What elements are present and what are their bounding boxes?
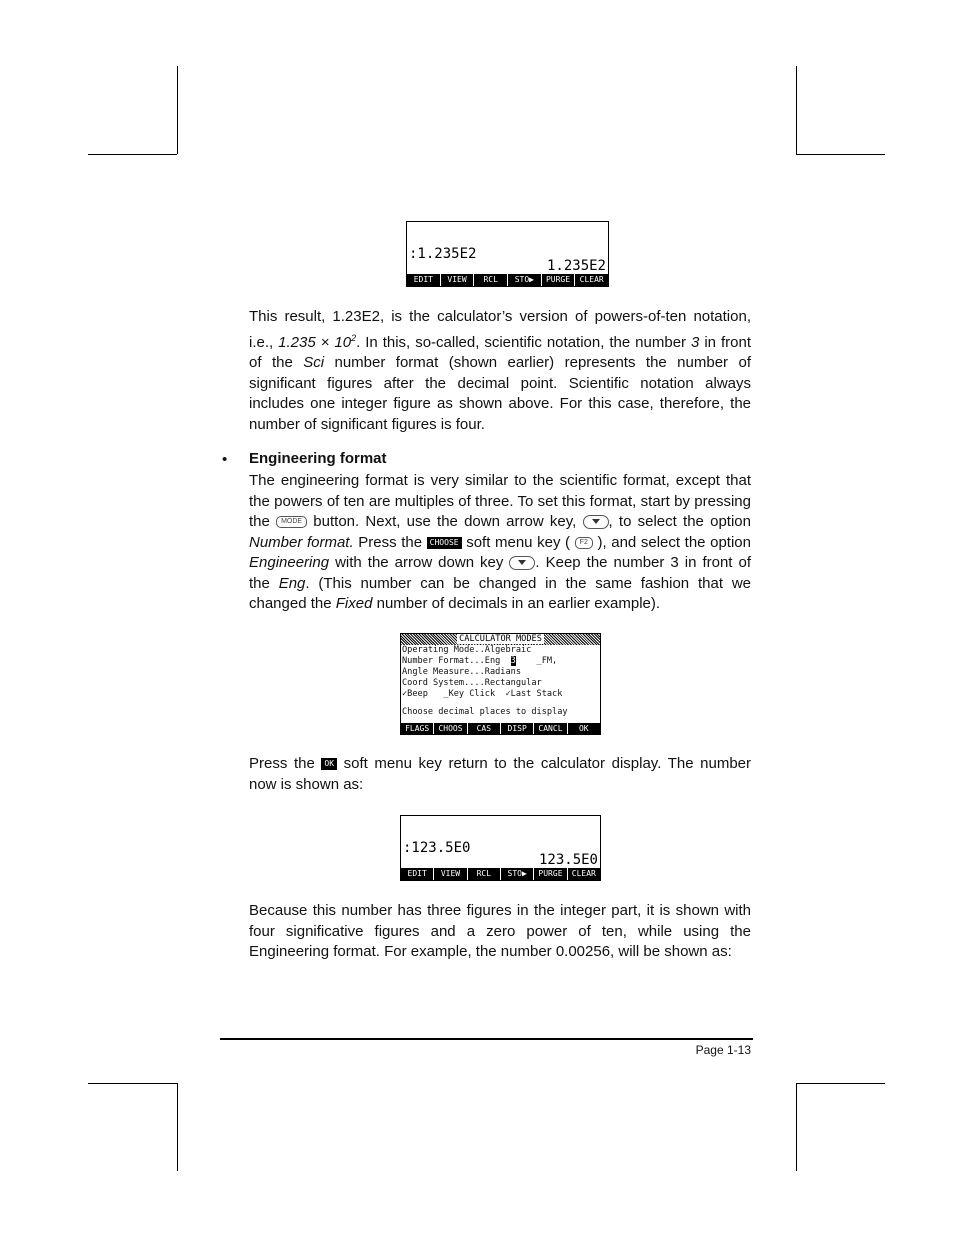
paragraph-integer-part: Because this number has three figures in the integer part, it is shown with four significative figures and a zero power of ten, while using the Engineering format. For example, the number 0.00256, will be shown as: [249,902,751,960]
calculator-screen-sci [406,221,609,287]
soft-menu-bar [401,723,600,734]
bullet: • [222,451,228,468]
decimal-places-field: 3 [510,656,516,666]
f2-key-icon: F2 [575,537,593,549]
softkey-purge: PURGE [534,868,566,880]
softkey-edit: EDIT [407,274,440,286]
footer-rule [220,1038,753,1040]
stack-result: 123.5E0 [538,852,598,868]
help-text-row: Choose decimal places to display [402,707,568,717]
stack-result: 1.235E2 [546,258,606,274]
coord-system-row: Coord System....Rectangular [402,678,542,688]
softkey-rcl: RCL [474,274,507,286]
soft-menu-bar [407,274,608,286]
softkey-disp: DISP [501,723,533,734]
calculator-screen-eng [400,815,601,881]
math-expression: $1.235 \times 10^2$ [278,332,357,351]
number-format-row: Number Format...Eng 3 _FM, [402,656,558,666]
softkey-cancel: CANCL [534,723,566,734]
operating-mode-row: Operating Mode..Algebraic [402,645,532,655]
down-arrow-key-icon [583,515,609,529]
checkbox-row: ✓Beep _Key Click ✓Last Stack [402,689,563,699]
softkey-choose: CHOOS [434,723,466,734]
softkey-sto: STO▶ [501,868,533,880]
paragraph-sci-explanation: This result, 1.23E2, is the calculator’s version of powers-of-ten notation, i.e., $1.235 \times 10^2$. In this, so-called, scientific notation, the number 3 in front of the Sci number format (shown earlier) represents the number of significant figures after the decimal point. Scientific notation always includes one integer figure as shown above. For this case, therefore, the number of significant figures is four. [249,308,751,433]
softkey-view: VIEW [441,274,474,286]
angle-measure-row: Angle Measure...Radians [402,667,521,677]
down-arrow-key-icon [509,556,535,570]
page-number: Page 1-13 [695,1043,751,1057]
crop-mark-top-right-horizontal [796,154,885,155]
paragraph-press-ok: Press the OK soft menu key return to the calculator display. The number now is shown as: [249,755,751,793]
stack-entry: :123.5E0 [403,840,471,856]
crop-mark-top-right-vertical [796,66,797,154]
softkey-cas: CAS [468,723,500,734]
softkey-rcl: RCL [468,868,500,880]
modes-title: CALCULATOR MODES [401,634,600,645]
softkey-purge: PURGE [542,274,575,286]
mode-key-icon: MODE [276,516,307,528]
softkey-clear: CLEAR [575,274,608,286]
ok-softkey-icon: OK [321,758,337,770]
crop-mark-bottom-right-vertical [796,1083,797,1171]
softkey-flags: FLAGS [401,723,433,734]
crop-mark-top-left-horizontal [88,154,177,155]
softkey-ok: OK [568,723,600,734]
paragraph-engineering-format: The engineering format is very similar to the scientific format, except that the powers of ten are multiples of three. To set this format, start by pressing the MODE button. Next, use the down arrow key, , to select the option Number format. Press the CHOOSE soft menu key ( F2 ), and select the option Engineering with the arrow down key . Keep the number 3 in front of the Eng. (This number can be changed in the same fashion that we changed the Fixed number of decimals in an earlier example). [249,472,752,612]
softkey-view: VIEW [434,868,466,880]
crop-mark-bottom-left-vertical [177,1083,178,1171]
crop-mark-bottom-right-horizontal [796,1083,885,1084]
section-heading: Engineering format [249,450,387,467]
choose-softkey-icon: CHOOSE [427,537,462,549]
softkey-sto: STO▶ [508,274,541,286]
calculator-modes-screen [400,633,601,735]
softkey-clear: CLEAR [568,868,600,880]
crop-mark-bottom-left-horizontal [88,1083,177,1084]
softkey-edit: EDIT [401,868,433,880]
stack-entry: :1.235E2 [409,246,477,262]
soft-menu-bar [401,868,600,880]
crop-mark-top-left-vertical [177,66,178,154]
